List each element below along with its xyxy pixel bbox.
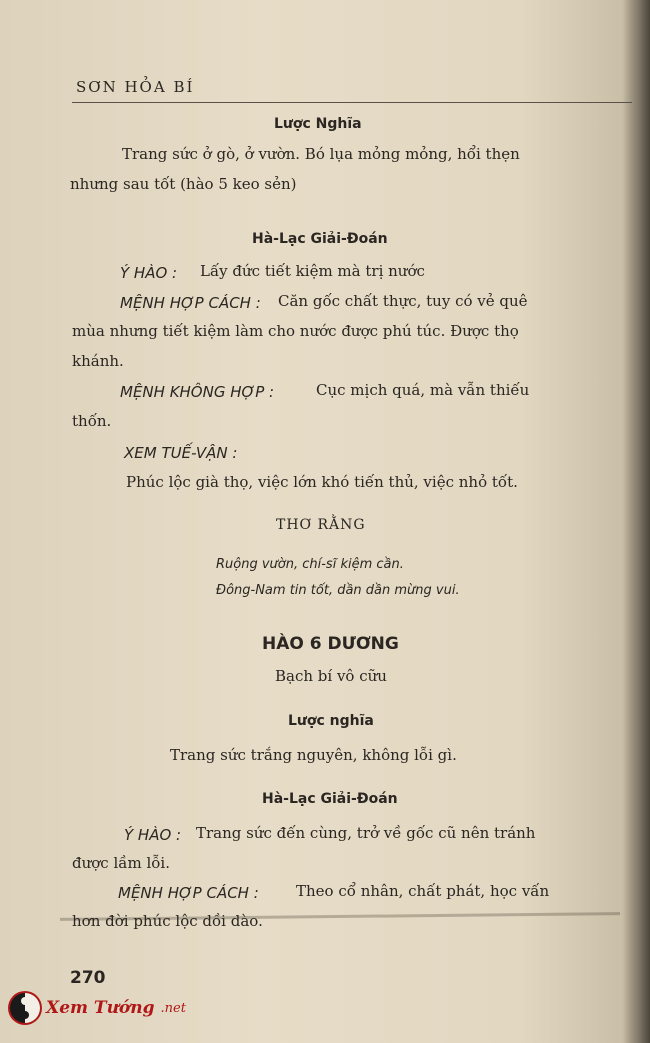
label-xem-tue-van: XEM TUẾ-VẬN :	[124, 444, 238, 462]
section-heading-ha-lac: Hà-Lạc Giải-Đoán	[252, 231, 388, 247]
body-line: Căn gốc chất thực, tuy có vẻ quê	[278, 292, 528, 310]
page-binding-shadow	[622, 0, 650, 1043]
watermark-logo[interactable]	[10, 990, 186, 1026]
hao-6-subtitle: Bạch bí vô cữu	[275, 667, 387, 685]
section-heading-luoc-nghia: Lược Nghĩa	[274, 116, 362, 132]
body-line: Phúc lộc già thọ, việc lớn khó tiến thủ, việc nhỏ tốt.	[126, 473, 518, 491]
body-line: được lầm lỗi.	[72, 854, 170, 872]
section-heading-ha-lac-6: Hà-Lạc Giải-Đoán	[262, 791, 398, 807]
poem-title: THƠ RẰNG	[276, 517, 366, 533]
label-y-hao-6: Ý HÀO :	[124, 826, 182, 844]
body-line: Trang sức đến cùng, trở về gốc cũ nên tránh	[196, 824, 536, 842]
running-header: SƠN HỎA BÍ	[76, 78, 195, 96]
label-menh-hop-cach: MỆNH HỢP CÁCH :	[120, 294, 261, 312]
body-line: Cục mịch quá, mà vẫn thiếu	[316, 381, 530, 399]
poem-line: Đông-Nam tin tốt, dần dần mừng vui.	[216, 583, 460, 598]
page-number: 270	[70, 968, 106, 988]
header-rule	[72, 102, 632, 103]
body-line: Trang sức ở gò, ở vườn. Bó lụa mỏng mỏng, hổi thẹn	[122, 145, 520, 163]
body-line: nhưng sau tốt (hào 5 keo sẻn)	[70, 175, 297, 193]
body-line: thốn.	[72, 412, 112, 430]
label-menh-khong-hop: MỆNH KHÔNG HỢP :	[120, 383, 275, 401]
section-heading-luoc-nghia-6: Lược nghĩa	[288, 713, 374, 729]
body-line: mùa nhưng tiết kiệm làm cho nước được phú túc. Được thọ	[72, 322, 519, 340]
body-line: Trang sức trắng nguyên, không lỗi gì.	[170, 746, 457, 764]
body-line: Theo cổ nhân, chất phát, học vấn	[296, 882, 550, 900]
watermark-suffix: .net	[160, 1000, 186, 1016]
watermark-brand: Xem Tướng	[46, 998, 155, 1018]
poem-line: Ruộng vườn, chí-sĩ kiệm cần.	[216, 557, 404, 572]
yin-yang-icon	[10, 993, 40, 1023]
label-y-hao: Ý HÀO :	[120, 264, 178, 282]
body-line: khánh.	[72, 352, 124, 370]
body-line: Lấy đức tiết kiệm mà trị nước	[200, 262, 425, 280]
body-line: hơn đời phúc lộc dồi dào.	[72, 912, 263, 930]
hao-6-heading: HÀO 6 DƯƠNG	[262, 634, 399, 654]
label-menh-hop-cach-6: MỆNH HỢP CÁCH :	[118, 884, 259, 902]
